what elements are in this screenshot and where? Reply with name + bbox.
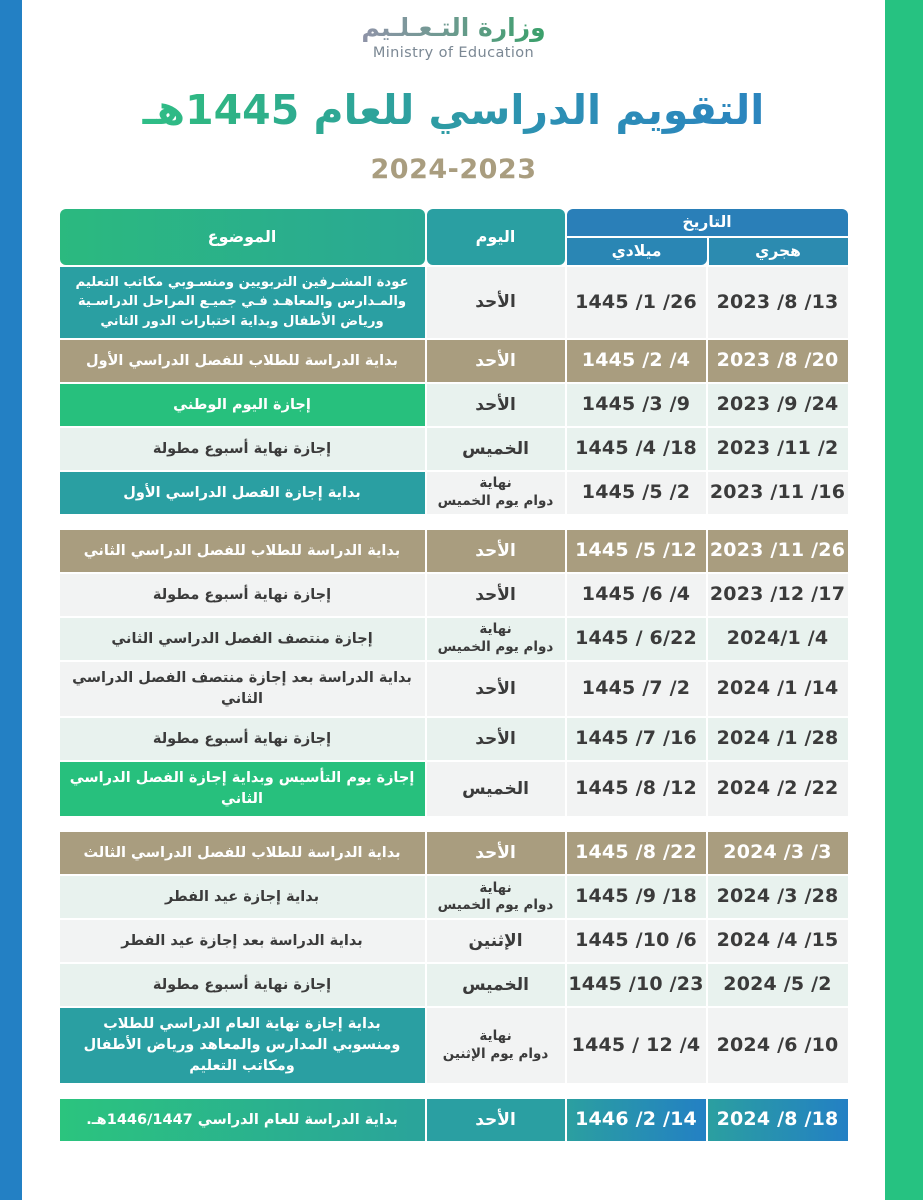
header-date-group [567,209,848,265]
cell-topic: بداية إجازة الفصل الدراسي الأول [60,472,425,514]
cell-day: الأحد [427,384,565,426]
cell-gregorian-date: 2024 /3 /28 [708,876,848,918]
cell-hijri-date: 1445 /9 /18 [567,876,706,918]
cell-day: نهاية دوام يوم الخميس [427,876,565,918]
cell-day: الأحد [427,530,565,572]
cell-topic: بداية الدراسة للطلاب للفصل الدراسي الثالث [60,832,425,874]
cell-hijri-date: 1445 /2 /4 [567,340,706,382]
left-accent-bar [0,0,22,1200]
table-header-row [60,209,848,265]
page-content [22,0,885,1200]
table-row [60,920,848,962]
column-header-date: التاريخ [567,209,848,236]
cell-day: الأحد [427,574,565,616]
cell-topic: إجازة يوم التأسيس وبداية إجازة الفصل الدراسي الثاني [60,762,425,816]
table-row [60,574,848,616]
cell-topic: إجازة نهاية أسبوع مطولة [60,428,425,470]
cell-hijri-date: 1445 /10 /6 [567,920,706,962]
cell-topic: بداية إجازة نهاية العام الدراسي للطلاب ومنسوبي المدارس والمعاهد ورياض الأطفال ومكاتب التعليم [60,1008,425,1083]
cell-topic: إجازة نهاية أسبوع مطولة [60,574,425,616]
cell-gregorian-date: 2024 /1 /28 [708,718,848,760]
table-row [60,1008,848,1083]
table-row [60,964,848,1006]
column-header-hijri: هجري [709,238,848,265]
cell-day: نهاية دوام يوم الخميس [427,618,565,660]
cell-hijri-date: 1445 /1 /26 [567,267,706,338]
ministry-logo-english: Ministry of Education [372,44,535,61]
cell-topic: إجازة نهاية أسبوع مطولة [60,718,425,760]
cell-topic: بداية الدراسة بعد إجازة عيد الفطر [60,920,425,962]
cell-hijri-date: 1445 / 6/22 [567,618,706,660]
cell-hijri-date: 1446 /2 /14 [567,1099,706,1141]
table-row [60,472,848,514]
cell-topic: إجازة نهاية أسبوع مطولة [60,964,425,1006]
cell-day: الأحد [427,718,565,760]
cell-day: الأحد [427,1099,565,1141]
table-row [60,832,848,874]
table-row [60,340,848,382]
table-row [60,618,848,660]
cell-day: الأحد [427,267,565,338]
table-row [60,718,848,760]
cell-gregorian-date: 2023 /9 /24 [708,384,848,426]
cell-gregorian-date: 2024 /2 /22 [708,762,848,816]
cell-day: نهاية دوام يوم الخميس [427,472,565,514]
cell-topic: بداية الدراسة للطلاب للفصل الدراسي الأول [60,340,425,382]
cell-gregorian-date: 2023 /11 /26 [708,530,848,572]
cell-topic: بداية الدراسة للعام الدراسي 1446/1447هـ. [60,1099,425,1141]
page-title: التقويم الدراسي للعام 1445هـ [22,87,885,134]
cell-hijri-date: 1445 /8 /22 [567,832,706,874]
cell-hijri-date: 1445 /7 /16 [567,718,706,760]
cell-gregorian-date: 2024 /8 /18 [708,1099,848,1141]
cell-topic: بداية إجازة عيد الفطر [60,876,425,918]
cell-gregorian-date: 2024 /6 /10 [708,1008,848,1083]
ministry-logo-arabic: وزارة التـعـلـيم [361,13,546,42]
right-accent-bar [885,0,923,1200]
table-row [60,530,848,572]
cell-hijri-date: 1445 /5 /12 [567,530,706,572]
cell-topic: إجازة منتصف الفصل الدراسي الثاني [60,618,425,660]
cell-hijri-date: 1445 /6 /4 [567,574,706,616]
page-subtitle: 2024-2023 [370,153,537,185]
cell-topic: بداية الدراسة بعد إجازة منتصف الفصل الدراسي الثاني [60,662,425,716]
cell-gregorian-date: 2024/1 /4 [708,618,848,660]
cell-topic: بداية الدراسة للطلاب للفصل الدراسي الثاني [60,530,425,572]
cell-day: الأحد [427,340,565,382]
cell-day: الأحد [427,832,565,874]
ministry-logo [22,0,885,61]
cell-day: الخميس [427,762,565,816]
table-row [60,762,848,816]
cell-gregorian-date: 2023 /11 /16 [708,472,848,514]
cell-topic: عودة المشـرفين التربويين ومنسـوبي مكاتب التعليم والمـدارس والمعاهـد فـي جميـع المراحل الدراسـية ورياض الأطفال وبداية اختبارات الدور الثاني [60,267,425,338]
cell-day: الإثنين [427,920,565,962]
cell-gregorian-date: 2024 /4 /15 [708,920,848,962]
table-row [60,876,848,918]
cell-gregorian-date: 2024 /1 /14 [708,662,848,716]
table-body [60,267,848,1142]
cell-gregorian-date: 2023 /11 /2 [708,428,848,470]
cell-hijri-date: 1445 /8 /12 [567,762,706,816]
table-row [60,1099,848,1141]
cell-topic: إجازة اليوم الوطني [60,384,425,426]
cell-hijri-date: 1445 /4 /18 [567,428,706,470]
cell-day: الخميس [427,964,565,1006]
cell-gregorian-date: 2024 /5 /2 [708,964,848,1006]
cell-day: نهاية دوام يوم الإثنين [427,1008,565,1083]
column-header-day: اليوم [427,209,565,265]
cell-day: الأحد [427,662,565,716]
table-row [60,384,848,426]
table-row [60,267,848,338]
cell-gregorian-date: 2023 /8 /13 [708,267,848,338]
academic-calendar-table [60,209,848,1142]
cell-hijri-date: 1445 /7 /2 [567,662,706,716]
cell-gregorian-date: 2023 /12 /17 [708,574,848,616]
table-row [60,428,848,470]
cell-gregorian-date: 2024 /3 /3 [708,832,848,874]
column-header-gregorian: ميلادي [567,238,707,265]
column-header-topic: الموضوع [60,209,425,265]
cell-hijri-date: 1445 /5 /2 [567,472,706,514]
table-row [60,662,848,716]
cell-day: الخميس [427,428,565,470]
cell-hijri-date: 1445 /3 /9 [567,384,706,426]
cell-gregorian-date: 2023 /8 /20 [708,340,848,382]
cell-hijri-date: 1445 / 12 /4 [567,1008,706,1083]
cell-hijri-date: 1445 /10 /23 [567,964,706,1006]
